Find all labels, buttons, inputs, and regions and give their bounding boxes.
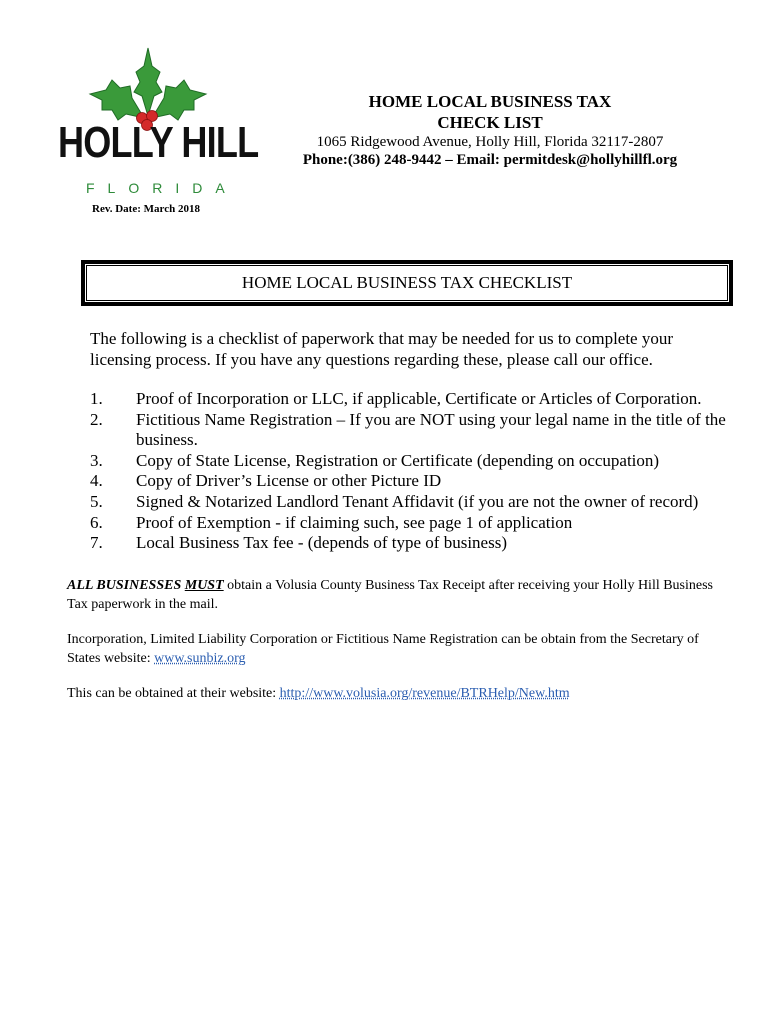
volusia-note: This can be obtained at their website: http://www.volusia.org/revenue/BTRHelp/New.htm bbox=[67, 686, 570, 701]
intro-paragraph: The following is a checklist of paperwork that may be needed for us to complete your licensing process. If you have any questions regarding these, please call our office. bbox=[90, 329, 674, 369]
volusia-link[interactable]: http://www.volusia.org/revenue/BTRHelp/New.htm bbox=[279, 686, 570, 701]
business-tax-note: ALL BUSINESSES MUST obtain a Volusia County Business Tax Receipt after receiving your Holly Hill Business Tax paperwork in the mail. bbox=[67, 578, 714, 612]
logo-state: FLORIDA bbox=[86, 180, 238, 196]
sunbiz-link[interactable]: www.sunbiz.org bbox=[154, 651, 246, 666]
list-item: 4. Copy of Driver’s License or other Picture ID bbox=[90, 471, 442, 491]
list-item: 5. Signed & Notarized Landlord Tenant Affidavit (if you are not the owner of record) bbox=[90, 491, 699, 511]
revision-date: Rev. Date: March 2018 bbox=[92, 203, 200, 215]
list-item: 2. Fictitious Name Registration – If you are NOT using your legal name in the title of the business. bbox=[90, 409, 726, 450]
page-title: HOME LOCAL BUSINESS TAX CHECK LIST bbox=[368, 92, 612, 132]
list-item: 1. Proof of Incorporation or LLC, if applicable, Certificate or Articles of Corporation. bbox=[90, 389, 702, 408]
address: 1065 Ridgewood Avenue, Holly Hill, Florida 32117-2807 bbox=[316, 134, 664, 150]
checklist bbox=[90, 389, 730, 554]
list-item: 6. Proof of Exemption - if claiming such, see page 1 of application bbox=[90, 512, 573, 532]
list-item: 3. Copy of State License, Registration or Certificate (depending on occupation) bbox=[90, 450, 660, 470]
sunbiz-note: Incorporation, Limited Liability Corporation or Fictitious Name Registration can be obtain from the Secretary of States website: www.sunbiz.org bbox=[67, 632, 699, 666]
checklist-title: HOME LOCAL BUSINESS TAX CHECKLIST bbox=[86, 265, 728, 301]
logo-name: HOLLY HILL bbox=[58, 118, 259, 167]
contact-info: Phone:(386) 248-9442 – Email: permitdesk@hollyhillfl.org bbox=[302, 152, 678, 168]
list-item: 7. Local Business Tax fee - (depends of type of business) bbox=[90, 533, 507, 553]
checklist-title-box bbox=[81, 260, 733, 306]
